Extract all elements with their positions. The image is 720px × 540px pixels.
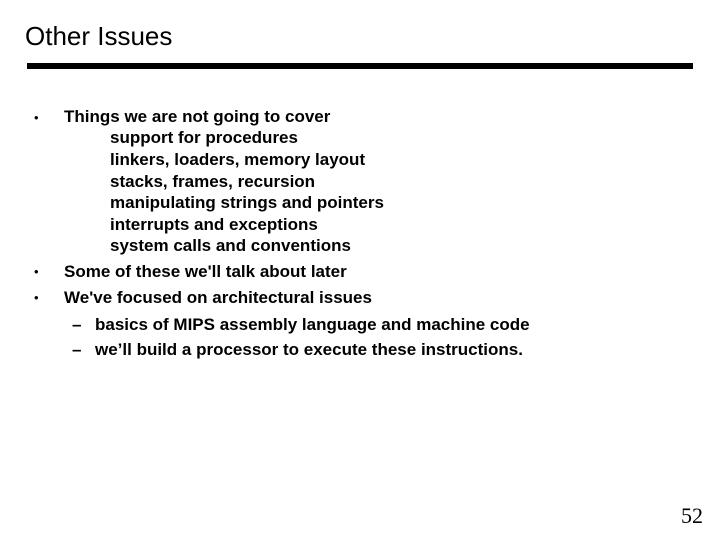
bullet-marker-3: • — [34, 290, 39, 305]
dash-item-2: we’ll build a processor to execute these instructions. — [95, 340, 523, 359]
sub-item-1: support for procedures — [110, 128, 298, 147]
bullet-marker-1: • — [34, 110, 39, 125]
sub-item-3: stacks, frames, recursion — [110, 172, 316, 191]
sub-item-5: interrupts and exceptions — [110, 215, 318, 234]
bullet-item-3: We've focused on architectural issues — [64, 288, 372, 307]
dash-marker-2: – — [72, 340, 82, 359]
sub-item-4: manipulating strings and pointers — [110, 193, 384, 212]
dash-item-1: basics of MIPS assembly language and machine code — [95, 315, 530, 334]
dash-marker-1: – — [72, 315, 82, 334]
page-number: 52 — [681, 503, 703, 528]
sub-item-2: linkers, loaders, memory layout — [110, 150, 366, 169]
bullet-marker-2: • — [34, 264, 39, 279]
bullet-item-1: Things we are not going to cover — [64, 107, 331, 126]
bullet-item-2: Some of these we'll talk about later — [64, 262, 347, 281]
slide-title: Other Issues — [25, 21, 173, 51]
sub-item-6: system calls and conventions — [110, 236, 351, 255]
